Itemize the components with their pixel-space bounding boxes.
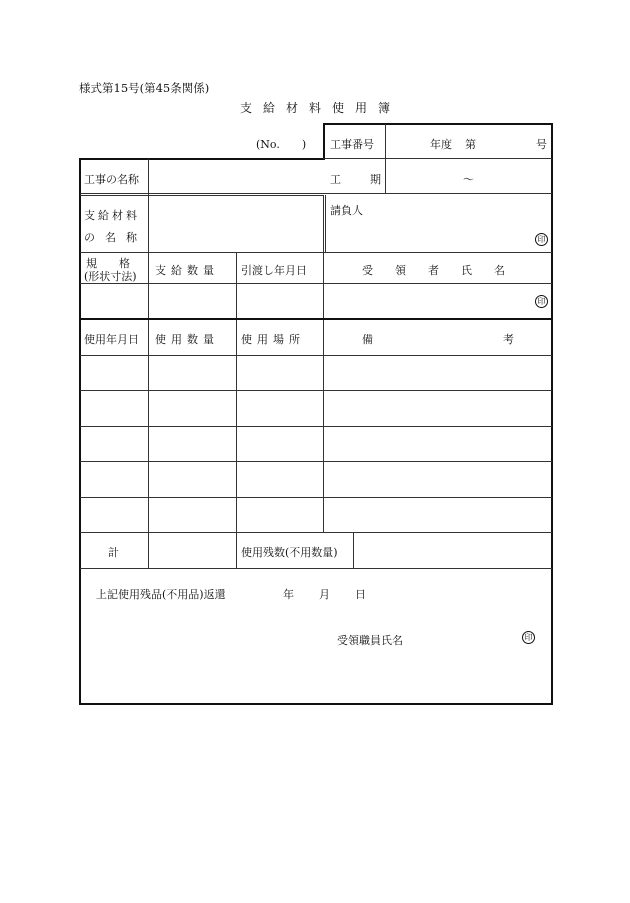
remarks-header-b: 考 [503, 333, 514, 346]
total-label: 計 [108, 546, 119, 559]
seal-icon: 印 [535, 295, 548, 308]
vrule-contractor-outer [323, 195, 324, 252]
rule-8 [80, 426, 552, 427]
table-row[interactable] [80, 462, 148, 496]
number-suffix: 号 [536, 138, 547, 151]
table-row[interactable] [80, 498, 148, 532]
year-label: 年度 [430, 138, 452, 151]
table-row[interactable] [80, 427, 148, 461]
vrule-spec-3 [323, 252, 324, 318]
vrule-spec-2 [236, 252, 237, 318]
supply-qty-label: 支給数量 [155, 264, 219, 277]
contractor-label: 請負人 [330, 204, 363, 217]
period-label-a: 工 [330, 173, 341, 186]
document-title: 支給材料使用簿 [240, 101, 402, 115]
rule-9 [80, 461, 552, 462]
handover-date-label: 引渡し年月日 [241, 264, 307, 277]
table-row[interactable] [80, 391, 148, 425]
return-year: 年 [283, 588, 294, 601]
rule-12 [80, 568, 552, 569]
vrule-usage-2 [236, 320, 237, 568]
top-border-right [323, 123, 553, 125]
rule-11 [80, 532, 552, 533]
usage-qty-header: 使用数量 [155, 333, 219, 346]
rule-6 [80, 355, 552, 356]
material-name-label-2: の名称 [84, 231, 147, 244]
right-border [551, 123, 553, 705]
usage-place-header: 使用場所 [241, 333, 305, 346]
project-number-text: 工事番号 [330, 138, 374, 151]
usage-date-header: 使用年月日 [84, 333, 139, 346]
rule-5 [80, 318, 552, 320]
bottom-border [79, 703, 553, 705]
number-field: (No. ) [256, 138, 307, 151]
table-row[interactable] [80, 356, 148, 390]
return-month: 月 [319, 588, 330, 601]
rule-1 [323, 158, 552, 159]
seal-icon: 印 [535, 233, 548, 246]
remarks-header-a: 備 [362, 333, 373, 346]
officer-label: 受領職員氏名 [337, 634, 403, 647]
vrule-usage-1 [148, 320, 149, 568]
rule-2 [80, 193, 552, 194]
return-label: 上記使用残品(不用品)返還 [96, 588, 226, 601]
period-separator: ～ [463, 173, 474, 186]
return-day: 日 [355, 588, 366, 601]
seal-icon: 印 [522, 631, 535, 644]
receiver-label: 受領者氏名 [362, 264, 527, 277]
vrule-contractor-inner [325, 195, 326, 252]
rule-4 [80, 283, 552, 284]
project-number-label [330, 136, 380, 152]
remaining-label: 使用残数(不用数量) [241, 546, 338, 559]
rule-3 [80, 252, 552, 253]
form-number-label: 様式第15号(第45条関係) [79, 81, 210, 95]
vrule-header [385, 124, 386, 194]
project-name-label: 工事の名称 [84, 173, 139, 186]
spec-label-2: (形状寸法) [84, 270, 137, 283]
vrule-usage-3 [323, 320, 324, 532]
number-prefix: 第 [465, 138, 476, 151]
vrule-remaining [353, 532, 354, 568]
project-name-value[interactable] [148, 160, 323, 193]
rule-2b [80, 195, 324, 196]
step-border [323, 123, 325, 160]
vrule-spec-1 [148, 252, 149, 318]
material-name-label-1: 支給材料 [84, 209, 140, 222]
spec-label-1: 規 格 [86, 257, 130, 270]
rule-7 [80, 390, 552, 391]
rule-10 [80, 497, 552, 498]
period-label-b: 期 [370, 173, 381, 186]
